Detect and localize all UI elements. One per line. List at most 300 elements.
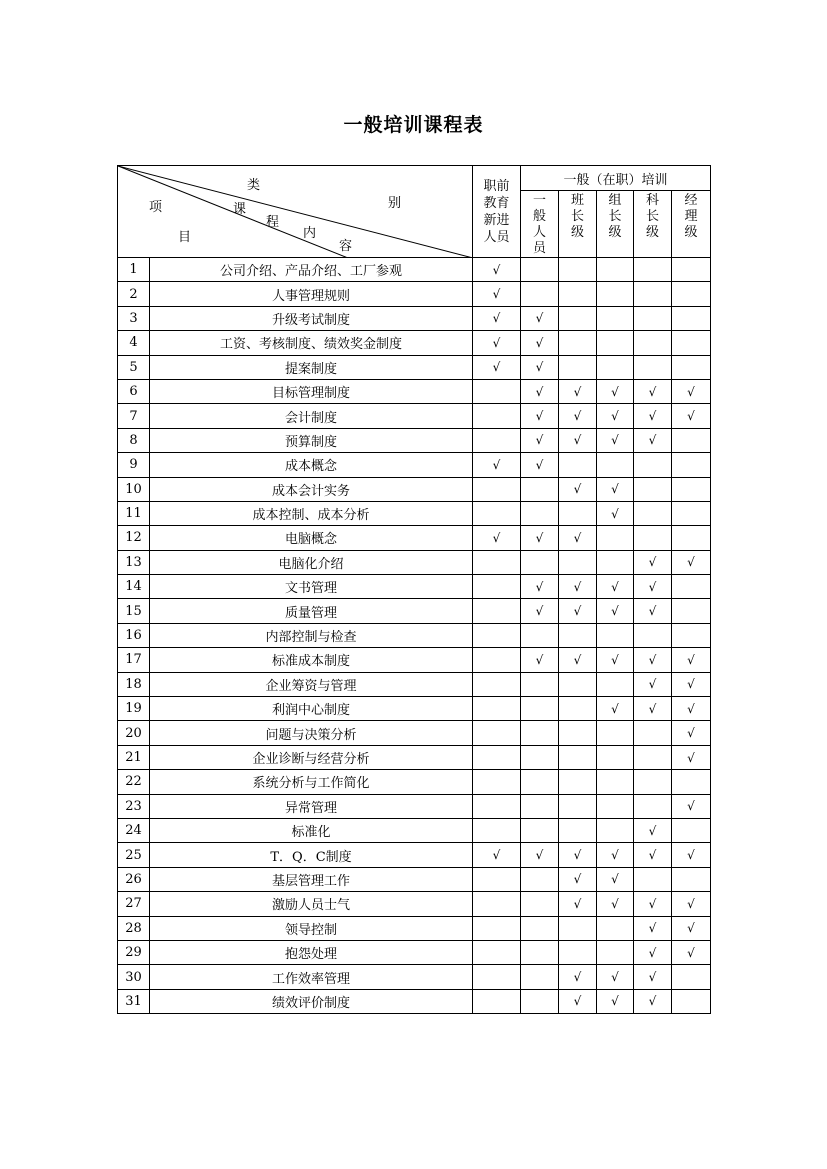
level-group-leader-header [597,191,634,258]
row-number: 4 [118,331,150,355]
check-cell-manager [672,697,711,721]
check-cell-manager [672,892,711,916]
check-cell-group-leader [597,721,634,745]
row-number: 19 [118,697,150,721]
course-name: 提案制度 [150,355,473,379]
course-name: 问题与决策分析 [150,721,473,745]
check-cell-team-leader [559,843,597,867]
check-mark: √ [648,823,657,838]
row-number: 21 [118,745,150,769]
course-name: 质量管理 [150,599,473,623]
level-team-leader-header [559,191,597,258]
course-name: 利润中心制度 [150,697,473,721]
check-cell-general-staff [521,550,559,574]
check-mark: √ [648,433,657,448]
row-number: 3 [118,306,150,330]
course-name: 预算制度 [150,428,473,452]
check-cell-team-leader [559,355,597,379]
check-cell-manager [672,599,711,623]
check-cell-team-leader [559,648,597,672]
row-number: 29 [118,940,150,964]
check-cell-section-chief [634,258,672,282]
table-row [118,404,711,428]
check-cell-section-chief [634,794,672,818]
check-cell-general-staff [521,306,559,330]
check-cell-section-chief [634,770,672,794]
pre-job-header-line: 人员 [483,229,510,245]
check-cell-pre-job [473,721,521,745]
course-name: 基层管理工作 [150,867,473,891]
check-cell-team-leader [559,258,597,282]
course-name: 标准化 [150,818,473,842]
check-cell-general-staff [521,282,559,306]
check-cell-section-chief [634,355,672,379]
check-cell-section-chief [634,501,672,525]
check-cell-pre-job [473,282,521,306]
check-mark: √ [687,384,695,399]
check-cell-group-leader [597,428,634,452]
level-header-char: 经 [684,193,698,208]
check-cell-pre-job [473,843,521,867]
check-cell-general-staff [521,501,559,525]
row-number: 6 [118,379,150,403]
check-cell-manager [672,794,711,818]
row-number: 10 [118,477,150,501]
check-cell-section-chief [634,697,672,721]
table-row [118,989,711,1013]
diagonal-label-mu: 目 [178,230,192,245]
check-cell-team-leader [559,331,597,355]
table-row [118,379,711,403]
course-name: 抱怨处理 [150,940,473,964]
check-cell-group-leader [597,379,634,403]
check-cell-general-staff [521,697,559,721]
check-cell-team-leader [559,794,597,818]
check-mark: √ [535,652,544,667]
check-cell-manager [672,721,711,745]
row-number: 28 [118,916,150,940]
check-mark: √ [687,799,695,814]
row-number: 1 [118,258,150,282]
table-row [118,892,711,916]
diagonal-header-cell [118,166,473,258]
course-name: T．Q．C制度 [150,843,473,867]
check-cell-group-leader [597,745,634,769]
check-cell-manager [672,404,711,428]
check-cell-manager [672,843,711,867]
check-cell-section-chief [634,282,672,306]
check-cell-pre-job [473,770,521,794]
check-mark: √ [687,848,695,863]
course-name: 目标管理制度 [150,379,473,403]
diagonal-label-xiang: 项 [149,200,163,215]
course-name: 系统分析与工作简化 [150,770,473,794]
course-name: 会计制度 [150,404,473,428]
course-name: 成本概念 [150,453,473,477]
check-cell-manager [672,453,711,477]
on-job-group-header: 一般（在职）培训 [521,166,711,191]
table-row [118,306,711,330]
check-cell-section-chief [634,599,672,623]
check-mark: √ [687,750,695,765]
level-header-char: 长 [645,209,659,224]
check-mark: √ [573,409,582,424]
check-cell-pre-job [473,379,521,403]
check-cell-manager [672,672,711,696]
check-cell-team-leader [559,306,597,330]
course-name: 工资、考核制度、绩效奖金制度 [150,331,473,355]
course-name: 绩效评价制度 [150,989,473,1013]
row-number: 22 [118,770,150,794]
check-cell-pre-job [473,501,521,525]
check-mark: √ [573,604,582,619]
check-mark: √ [687,701,695,716]
row-number: 9 [118,453,150,477]
check-cell-general-staff [521,453,559,477]
check-cell-pre-job [473,965,521,989]
page-title: 一般培训课程表 [343,114,484,136]
check-mark: √ [535,335,544,350]
course-name: 公司介绍、产品介绍、工厂参观 [150,258,473,282]
check-mark: √ [535,409,544,424]
check-cell-group-leader [597,697,634,721]
course-name: 成本会计实务 [150,477,473,501]
check-cell-group-leader [597,672,634,696]
level-header-char: 组 [608,193,622,208]
check-cell-team-leader [559,477,597,501]
table-row [118,843,711,867]
course-name: 异常管理 [150,794,473,818]
course-name: 内部控制与检查 [150,623,473,647]
check-cell-pre-job [473,916,521,940]
check-mark: √ [648,579,657,594]
check-cell-group-leader [597,892,634,916]
table-row [118,721,711,745]
check-cell-group-leader [597,331,634,355]
table-row [118,282,711,306]
check-cell-pre-job [473,453,521,477]
check-cell-pre-job [473,355,521,379]
check-cell-group-leader [597,989,634,1013]
level-header-char: 般 [532,209,546,224]
row-number: 11 [118,501,150,525]
check-mark: √ [611,384,619,399]
check-cell-manager [672,867,711,891]
check-cell-team-leader [559,453,597,477]
check-cell-pre-job [473,672,521,696]
check-mark: √ [492,262,501,277]
row-number: 25 [118,843,150,867]
check-cell-section-chief [634,989,672,1013]
check-cell-team-leader [559,575,597,599]
level-header-char: 级 [684,225,698,240]
check-cell-team-leader [559,672,597,696]
table-row [118,648,711,672]
check-cell-manager [672,818,711,842]
check-cell-pre-job [473,989,521,1013]
check-cell-group-leader [597,648,634,672]
row-number: 27 [118,892,150,916]
course-name: 标准成本制度 [150,648,473,672]
table-row [118,428,711,452]
row-number: 30 [118,965,150,989]
check-mark: √ [648,555,657,570]
level-header-char: 班 [570,193,584,208]
check-cell-section-chief [634,818,672,842]
check-cell-pre-job [473,623,521,647]
check-cell-group-leader [597,355,634,379]
diagonal-label-nei: 内 [303,226,317,241]
check-cell-pre-job [473,575,521,599]
check-cell-team-leader [559,526,597,550]
level-header-char: 长 [608,209,622,224]
check-mark: √ [492,311,501,326]
check-cell-manager [672,379,711,403]
check-cell-group-leader [597,818,634,842]
check-mark: √ [611,701,619,716]
check-cell-team-leader [559,501,597,525]
check-cell-group-leader [597,404,634,428]
check-cell-section-chief [634,477,672,501]
check-cell-group-leader [597,770,634,794]
check-mark: √ [573,530,582,545]
check-cell-section-chief [634,575,672,599]
check-cell-general-staff [521,916,559,940]
check-mark: √ [611,994,619,1009]
check-cell-group-leader [597,843,634,867]
check-mark: √ [611,604,619,619]
row-number: 31 [118,989,150,1013]
check-mark: √ [611,970,619,985]
course-name: 升级考试制度 [150,306,473,330]
table-row [118,550,711,574]
check-mark: √ [573,384,582,399]
check-mark: √ [535,530,544,545]
level-header-char: 理 [684,209,698,224]
check-cell-general-staff [521,331,559,355]
level-section-chief-header [634,191,672,258]
level-header-char: 级 [570,225,584,240]
row-number: 18 [118,672,150,696]
check-cell-pre-job [473,892,521,916]
course-name: 成本控制、成本分析 [150,501,473,525]
check-mark: √ [573,872,582,887]
check-cell-pre-job [473,599,521,623]
check-cell-group-leader [597,501,634,525]
table-row [118,258,711,282]
check-cell-section-chief [634,916,672,940]
check-cell-general-staff [521,428,559,452]
check-cell-team-leader [559,770,597,794]
check-mark: √ [611,896,619,911]
check-cell-team-leader [559,428,597,452]
check-cell-group-leader [597,575,634,599]
table-row [118,575,711,599]
row-number: 26 [118,867,150,891]
row-number: 14 [118,575,150,599]
check-mark: √ [535,311,544,326]
course-name: 文书管理 [150,575,473,599]
check-cell-general-staff [521,965,559,989]
level-header-char: 科 [645,193,659,208]
check-mark: √ [648,994,657,1009]
course-name: 工作效率管理 [150,965,473,989]
check-cell-group-leader [597,453,634,477]
check-mark: √ [573,896,582,911]
check-cell-section-chief [634,843,672,867]
row-number: 23 [118,794,150,818]
check-cell-pre-job [473,550,521,574]
check-cell-group-leader [597,306,634,330]
check-mark: √ [611,482,619,497]
course-table [117,165,711,1014]
diagonal-label-bie: 别 [388,196,402,211]
check-cell-team-leader [559,623,597,647]
check-cell-team-leader [559,599,597,623]
check-mark: √ [648,677,657,692]
check-cell-general-staff [521,892,559,916]
check-cell-team-leader [559,745,597,769]
table-row [118,672,711,696]
check-mark: √ [535,360,544,375]
check-mark: √ [535,579,544,594]
check-cell-general-staff [521,623,559,647]
check-cell-manager [672,989,711,1013]
check-mark: √ [687,896,695,911]
check-cell-group-leader [597,794,634,818]
check-cell-group-leader [597,282,634,306]
check-cell-group-leader [597,916,634,940]
check-cell-team-leader [559,867,597,891]
pre-job-header-line: 职前 [483,178,510,194]
diagonal-label-rong: 容 [339,239,353,254]
check-cell-team-leader [559,550,597,574]
check-cell-general-staff [521,672,559,696]
check-cell-manager [672,770,711,794]
check-cell-section-chief [634,428,672,452]
level-header-char: 长 [570,209,584,224]
level-header-char: 级 [608,225,622,240]
check-cell-pre-job [473,526,521,550]
check-mark: √ [611,848,619,863]
check-cell-section-chief [634,306,672,330]
level-header-char: 人 [532,225,546,240]
course-name: 电脑化介绍 [150,550,473,574]
check-cell-pre-job [473,477,521,501]
check-cell-manager [672,258,711,282]
diagonal-lines [118,166,473,258]
check-cell-section-chief [634,550,672,574]
check-cell-manager [672,648,711,672]
check-cell-general-staff [521,477,559,501]
check-cell-manager [672,575,711,599]
check-mark: √ [535,604,544,619]
table-row [118,623,711,647]
row-number: 16 [118,623,150,647]
check-cell-section-chief [634,745,672,769]
check-cell-general-staff [521,599,559,623]
pre-job-header-line: 教育 [483,195,510,211]
check-cell-manager [672,306,711,330]
check-cell-pre-job [473,428,521,452]
check-cell-general-staff [521,355,559,379]
check-cell-general-staff [521,867,559,891]
check-cell-pre-job [473,648,521,672]
check-mark: √ [687,409,695,424]
check-mark: √ [611,652,619,667]
check-cell-pre-job [473,794,521,818]
check-cell-team-leader [559,818,597,842]
table-row [118,477,711,501]
check-cell-group-leader [597,965,634,989]
check-mark: √ [492,360,501,375]
check-cell-general-staff [521,770,559,794]
check-cell-section-chief [634,379,672,403]
check-cell-manager [672,331,711,355]
check-mark: √ [648,896,657,911]
check-cell-section-chief [634,331,672,355]
level-general-staff-header [521,191,559,258]
check-cell-group-leader [597,477,634,501]
check-cell-section-chief [634,623,672,647]
check-cell-team-leader [559,892,597,916]
check-cell-team-leader [559,989,597,1013]
table-row [118,818,711,842]
check-mark: √ [535,848,544,863]
check-cell-group-leader [597,526,634,550]
table-row [118,940,711,964]
check-cell-section-chief [634,526,672,550]
check-cell-pre-job [473,258,521,282]
course-name: 领导控制 [150,916,473,940]
check-cell-section-chief [634,892,672,916]
check-mark: √ [611,872,619,887]
row-number: 8 [118,428,150,452]
check-cell-team-leader [559,965,597,989]
check-cell-pre-job [473,745,521,769]
table-row [118,770,711,794]
check-mark: √ [687,726,695,741]
check-cell-general-staff [521,843,559,867]
check-cell-group-leader [597,258,634,282]
check-mark: √ [648,604,657,619]
check-cell-manager [672,526,711,550]
check-mark: √ [687,945,695,960]
row-number: 24 [118,818,150,842]
check-mark: √ [687,555,695,570]
check-cell-pre-job [473,697,521,721]
row-number: 5 [118,355,150,379]
check-mark: √ [611,506,619,521]
check-cell-manager [672,355,711,379]
check-mark: √ [648,384,657,399]
check-cell-team-leader [559,940,597,964]
check-mark: √ [535,384,544,399]
level-header-char: 级 [645,225,659,240]
check-cell-pre-job [473,940,521,964]
check-mark: √ [648,945,657,960]
check-cell-team-leader [559,404,597,428]
check-mark: √ [648,921,657,936]
check-cell-group-leader [597,599,634,623]
level-manager-header [672,191,711,258]
level-header-char: 一 [532,193,546,208]
check-cell-general-staff [521,258,559,282]
check-mark: √ [573,482,582,497]
table-row [118,965,711,989]
check-mark: √ [492,335,501,350]
check-cell-general-staff [521,404,559,428]
